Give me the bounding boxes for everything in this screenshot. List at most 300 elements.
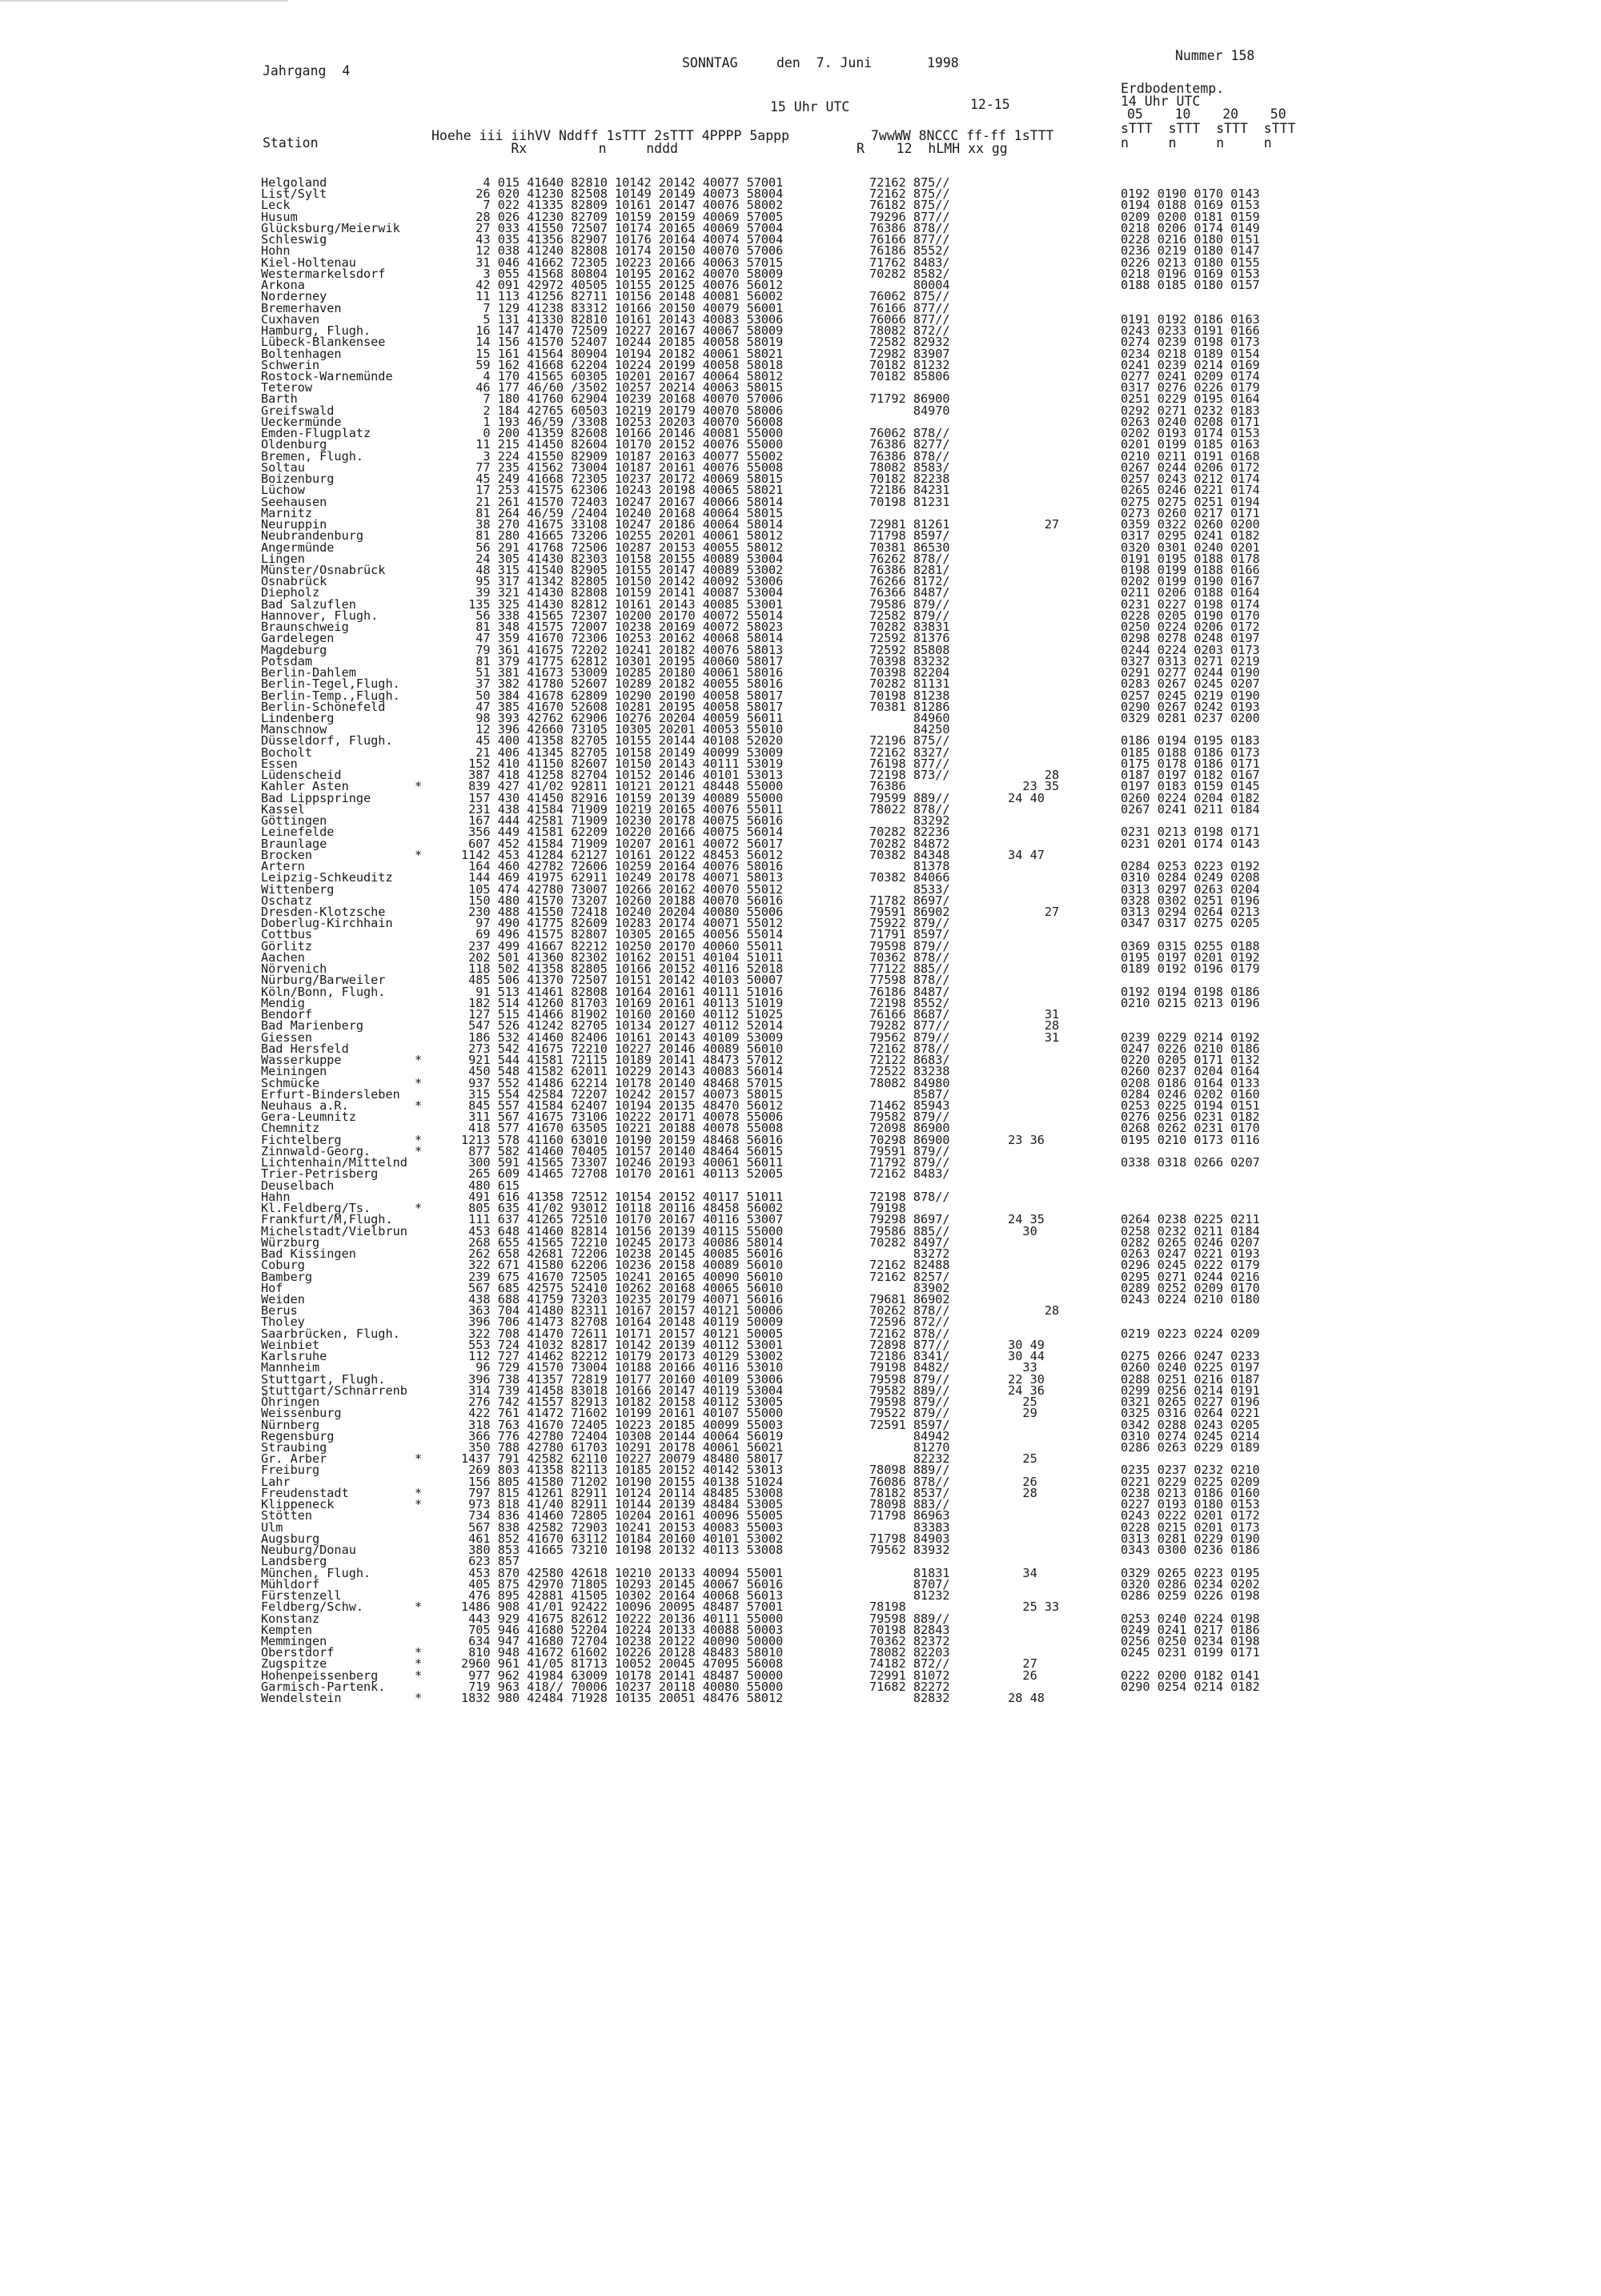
station-name: Hamburg, Flugh. xyxy=(261,323,371,339)
station-name: Norderney xyxy=(261,289,327,304)
wind-gust-values: 28 48 xyxy=(1001,1691,1045,1706)
synop-groups: 70362 878// xyxy=(869,949,950,965)
observation-values: 31 046 41662 72305 10223 20166 40063 57015 xyxy=(461,255,784,270)
observation-values: 239 675 41670 72505 10241 20165 40090 56010 xyxy=(461,1269,784,1284)
soil-temperatures: 0234 0218 0189 0154 xyxy=(1121,346,1260,361)
synop-groups: 72186 8341/ xyxy=(869,1349,950,1364)
synop-groups: 79586 885// xyxy=(869,1223,950,1238)
station-name: Berus xyxy=(261,1303,298,1319)
station-name: Zinnwald-Georg. xyxy=(261,1143,371,1158)
synop-groups: 70282 8497/ xyxy=(869,1234,950,1250)
observation-values: 356 449 41581 62209 10220 20166 40075 56014 xyxy=(461,825,784,840)
station-name: Westermarkelsdorf xyxy=(261,266,386,281)
soil-temperatures: 0202 0193 0174 0153 xyxy=(1121,426,1260,441)
synop-groups: 79591 86902 xyxy=(869,905,950,919)
synop-groups: 71762 8483/ xyxy=(869,255,950,270)
wind-gust-values: 23 36 xyxy=(1001,1132,1045,1147)
soil-temperatures: 0231 0227 0198 0174 xyxy=(1121,596,1260,612)
wind-gust-values: 27 xyxy=(1001,517,1060,532)
station-name: Helgoland xyxy=(261,175,327,190)
observation-values: 877 582 41460 70405 10157 20140 48464 56015 xyxy=(461,1143,784,1158)
station-name: Frankfurt/M,Flugh. xyxy=(261,1212,393,1227)
observation-values: 51 381 41673 53009 10285 20180 40061 58016 xyxy=(461,665,784,680)
station-name: Erfurt-Bindersleben xyxy=(261,1086,400,1102)
soil-temperatures: 0198 0199 0188 0166 xyxy=(1121,562,1260,577)
column-header-main-sub: Rx n nddd xyxy=(431,141,678,156)
synop-groups: 71792 879// xyxy=(869,1155,950,1170)
soil-temperatures: 0228 0205 0190 0170 xyxy=(1121,608,1260,623)
synop-groups: 72198 878// xyxy=(869,1189,950,1204)
station-name: Lindenberg xyxy=(261,711,335,726)
observation-values: 480 615 xyxy=(461,1178,520,1193)
station-name: Augsburg xyxy=(261,1531,320,1546)
soil-temperatures: 0210 0211 0191 0168 xyxy=(1121,448,1260,464)
synop-groups: 72122 8683/ xyxy=(869,1053,950,1068)
observation-values: 16 147 41470 72509 10227 20167 40067 58009 xyxy=(461,323,784,339)
synop-groups: 71462 85943 xyxy=(869,1098,950,1113)
soil-temperatures: 0286 0263 0229 0189 xyxy=(1121,1440,1260,1455)
observation-values: 37 382 41780 52607 10289 20182 40055 58016 xyxy=(461,676,784,692)
soil-temperatures: 0175 0178 0186 0171 xyxy=(1121,756,1260,771)
column-header-soil-sub: n n n n xyxy=(1121,135,1272,151)
soil-temperatures: 0290 0267 0242 0193 xyxy=(1121,699,1260,714)
synop-groups: 72186 84231 xyxy=(869,483,950,498)
synop-groups: 70398 83232 xyxy=(869,653,950,668)
observation-values: 105 474 42780 73007 10266 20162 40070 55012 xyxy=(461,881,784,897)
wind-gust-values: 24 36 xyxy=(1001,1383,1045,1398)
wind-gust-values: 25 xyxy=(1001,1395,1037,1410)
wind-gust-values: 31 xyxy=(1001,1007,1060,1022)
observation-values: 262 658 42681 72206 10238 20145 40085 56016 xyxy=(461,1246,784,1262)
wind-gust-values: 28 xyxy=(1001,768,1060,783)
soil-temperatures: 0219 0223 0224 0209 xyxy=(1121,1326,1260,1341)
station-name: Bad Kissingen xyxy=(261,1246,356,1262)
observation-values: 269 803 41358 82113 10185 20152 40142 53013 xyxy=(461,1463,784,1478)
observation-values: 50 384 41678 62809 10290 20190 40058 58017 xyxy=(461,688,784,703)
soil-temperatures: 0250 0224 0206 0172 xyxy=(1121,620,1260,635)
synop-groups: 76366 8487/ xyxy=(869,585,950,600)
synop-groups: 76066 877// xyxy=(869,311,950,327)
soil-temperatures: 0268 0262 0231 0170 xyxy=(1121,1121,1260,1136)
soil-temperatures: 0290 0254 0214 0182 xyxy=(1121,1679,1260,1694)
mountain-station-marker: * xyxy=(415,1201,423,1216)
soil-temperatures: 0231 0213 0198 0171 xyxy=(1121,825,1260,840)
station-name: Wittenberg xyxy=(261,881,335,897)
wind-gust-values: 28 xyxy=(1001,1018,1060,1034)
observation-values: 152 410 41150 82607 10150 20143 40111 53019 xyxy=(461,756,784,771)
synop-groups: 70198 82843 xyxy=(869,1622,950,1637)
synop-groups: 78082 84980 xyxy=(869,1075,950,1090)
synop-groups: 72098 86900 xyxy=(869,1121,950,1136)
observation-values: 547 526 41242 82705 10134 20127 40112 52014 xyxy=(461,1018,784,1034)
synop-groups: 8533/ xyxy=(869,881,950,897)
observation-values: 3 055 41568 80804 10195 20162 40070 58009 xyxy=(461,266,784,281)
synop-groups: 72591 8597/ xyxy=(869,1417,950,1432)
station-name: Weissenburg xyxy=(261,1406,342,1421)
observation-values: 111 637 41265 72510 10170 20167 40116 53007 xyxy=(461,1212,784,1227)
station-name: Göttingen xyxy=(261,813,327,829)
mountain-station-marker: * xyxy=(415,1075,423,1090)
station-name: Kl.Feldberg/Ts. xyxy=(261,1201,371,1216)
mountain-station-marker: * xyxy=(415,1497,423,1512)
soil-temperatures: 0185 0188 0186 0173 xyxy=(1121,745,1260,760)
station-name: Düsseldorf, Flugh. xyxy=(261,733,393,749)
station-name: Würzburg xyxy=(261,1234,320,1250)
station-name: Nörvenich xyxy=(261,961,327,977)
observation-values: 921 544 41581 72115 10189 20141 48473 57012 xyxy=(461,1053,784,1068)
station-name: Gardelegen xyxy=(261,631,335,646)
synop-groups: 76266 8172/ xyxy=(869,574,950,589)
observation-values: 7 129 41238 83312 10166 20150 40079 56001 xyxy=(461,300,784,315)
synop-groups: 70182 82238 xyxy=(869,472,950,487)
synop-groups: 72196 875// xyxy=(869,733,950,749)
observation-values: 265 609 41465 72708 10170 20161 40113 52005 xyxy=(461,1166,784,1182)
station-name: Freiburg xyxy=(261,1463,320,1478)
column-header-station: Station xyxy=(263,135,319,151)
soil-temperatures: 0275 0266 0247 0233 xyxy=(1121,1349,1260,1364)
soil-temperatures: 0210 0215 0213 0196 xyxy=(1121,995,1260,1010)
station-name: Hahn xyxy=(261,1189,291,1204)
observation-values: 5 131 41330 82810 10161 20143 40083 53006 xyxy=(461,311,784,327)
synop-groups: 72991 81072 xyxy=(869,1668,950,1683)
station-name: Seehausen xyxy=(261,494,327,509)
soil-temperatures: 0201 0199 0185 0163 xyxy=(1121,437,1260,452)
station-name: München, Flugh. xyxy=(261,1565,371,1580)
mountain-station-marker: * xyxy=(415,847,423,862)
date-label: den 7. Juni xyxy=(776,55,873,70)
observation-values: 623 857 xyxy=(461,1554,520,1569)
observation-values: 461 852 41670 63112 10184 20160 40101 53002 xyxy=(461,1531,784,1546)
soil-depths: 05 10 20 50 xyxy=(1127,106,1286,122)
station-name: Regensburg xyxy=(261,1428,335,1443)
observation-values: 314 739 41458 83018 10166 20147 40119 53004 xyxy=(461,1383,784,1398)
soil-temperatures: 0359 0322 0260 0200 xyxy=(1121,517,1260,532)
wind-gust-values: 27 xyxy=(1001,905,1060,919)
observation-values: 1437 791 42582 62110 10227 20079 48480 58017 xyxy=(461,1451,784,1467)
observation-values: 77 235 41562 73004 10187 20161 40076 55008 xyxy=(461,460,784,475)
synop-groups: 72592 81376 xyxy=(869,631,950,646)
observation-values: 96 729 41570 73004 10188 20166 40116 53010 xyxy=(461,1360,784,1375)
observation-values: 27 033 41550 72507 10174 20165 40069 57004 xyxy=(461,220,784,235)
column-header-synop: 7wwWW 8NCCC ff-ff 1sTTT xyxy=(871,128,1054,143)
station-name: Ueckermünde xyxy=(261,414,342,429)
station-name: Bremerhaven xyxy=(261,300,342,315)
station-name: Osnabrück xyxy=(261,574,327,589)
observation-values: 98 393 42762 62906 10276 20204 40059 56011 xyxy=(461,711,784,726)
station-name: Brocken xyxy=(261,847,313,862)
observation-values: 167 444 42581 71909 10230 20178 40075 56016 xyxy=(461,813,784,829)
observation-values: 164 460 42782 72606 10259 20164 40076 58016 xyxy=(461,859,784,874)
observation-values: 839 427 41/02 92811 10121 20121 48448 55000 xyxy=(461,779,784,794)
synop-groups: 83383 xyxy=(869,1519,950,1535)
time-span-label: 12-15 xyxy=(970,97,1010,112)
station-name: Soltau xyxy=(261,460,305,475)
synop-groups: 70362 82372 xyxy=(869,1634,950,1648)
observation-values: 46 177 46/60 /3502 10257 20214 40063 58015 xyxy=(461,380,784,395)
synop-groups: 81270 xyxy=(869,1440,950,1455)
soil-temperatures: 0209 0200 0181 0159 xyxy=(1121,209,1260,224)
observation-values: 491 616 41358 72512 10154 20152 40117 51011 xyxy=(461,1189,784,1204)
observation-values: 230 488 41550 72418 10240 20204 40080 55006 xyxy=(461,905,784,919)
mountain-station-marker: * xyxy=(415,1691,423,1706)
mountain-station-marker: * xyxy=(415,1132,423,1147)
soil-temperatures: 0211 0206 0188 0164 xyxy=(1121,585,1260,600)
station-name: Oldenburg xyxy=(261,437,327,452)
soil-temperatures: 0325 0316 0264 0221 xyxy=(1121,1406,1260,1421)
wind-gust-values: 24 35 xyxy=(1001,1212,1045,1227)
soil-temperatures: 0274 0239 0198 0173 xyxy=(1121,335,1260,350)
soil-temperatures: 0194 0188 0169 0153 xyxy=(1121,198,1260,213)
synop-groups: 72198 873// xyxy=(869,768,950,783)
station-name: Neuburg/Donau xyxy=(261,1543,356,1558)
soil-temp-title: Erdbodentemp. xyxy=(1121,81,1225,96)
soil-temperatures: 0298 0278 0248 0197 xyxy=(1121,631,1260,646)
observation-values: 453 870 42580 42618 10210 20133 40094 55001 xyxy=(461,1565,784,1580)
station-name: Teterow xyxy=(261,380,313,395)
soil-temperatures: 0227 0193 0180 0153 xyxy=(1121,1497,1260,1512)
synop-groups: 71782 8697/ xyxy=(869,893,950,908)
station-name: Schmücke xyxy=(261,1075,320,1090)
soil-temperatures: 0191 0195 0188 0178 xyxy=(1121,551,1260,566)
soil-temperatures: 0228 0215 0201 0173 xyxy=(1121,1519,1260,1535)
synop-groups: 79296 877// xyxy=(869,209,950,224)
soil-temperatures: 0258 0232 0211 0184 xyxy=(1121,1223,1260,1238)
soil-temperatures: 0320 0286 0234 0202 xyxy=(1121,1576,1260,1592)
synop-groups: 72898 877// xyxy=(869,1337,950,1352)
soil-temperatures: 0313 0297 0263 0204 xyxy=(1121,881,1260,897)
station-name: Landsberg xyxy=(261,1554,327,1569)
soil-temperatures: 0343 0300 0236 0186 xyxy=(1121,1543,1260,1558)
observation-values: 118 502 41358 82805 10166 20152 40116 52018 xyxy=(461,961,784,977)
station-name: Cottbus xyxy=(261,927,313,942)
soil-temperatures: 0299 0256 0214 0191 xyxy=(1121,1383,1260,1398)
soil-temperatures: 0260 0237 0204 0164 xyxy=(1121,1064,1260,1079)
station-name: Mannheim xyxy=(261,1360,320,1375)
station-name: Oberstdorf xyxy=(261,1645,335,1660)
soil-temperatures: 0277 0241 0209 0174 xyxy=(1121,368,1260,383)
station-name: Meiningen xyxy=(261,1064,327,1079)
observation-values: 28 026 41230 82709 10159 20159 40069 57005 xyxy=(461,209,784,224)
observation-values: 567 838 42582 72903 10241 20153 40083 55003 xyxy=(461,1519,784,1535)
station-name: Wasserkuppe xyxy=(261,1053,342,1068)
wind-gust-values: 30 44 xyxy=(1001,1349,1045,1364)
synop-groups: 79591 879// xyxy=(869,1143,950,1158)
synop-groups: 72522 83238 xyxy=(869,1064,950,1079)
observation-values: 973 818 41/40 82911 10144 20139 48484 53005 xyxy=(461,1497,784,1512)
synop-groups: 72162 875// xyxy=(869,187,950,202)
station-name: Michelstadt/Vielbrun xyxy=(261,1223,407,1238)
soil-temperatures: 0253 0225 0194 0151 xyxy=(1121,1098,1260,1113)
mountain-station-marker: * xyxy=(415,1668,423,1683)
soil-temperatures: 0320 0301 0240 0201 xyxy=(1121,540,1260,555)
station-name: Schwerin xyxy=(261,357,320,372)
synop-groups: 76186 8487/ xyxy=(869,984,950,999)
station-name: Gr. Arber xyxy=(261,1451,327,1467)
observation-values: 7 180 41760 62904 10239 20168 40070 57006 xyxy=(461,391,784,407)
soil-temperatures: 0226 0213 0180 0155 xyxy=(1121,255,1260,270)
synop-groups: 72162 8327/ xyxy=(869,745,950,760)
wind-gust-values: 31 xyxy=(1001,1030,1060,1045)
synop-groups: 70381 86530 xyxy=(869,540,950,555)
observation-values: 2960 961 41/05 81713 10052 20045 47095 56008 xyxy=(461,1656,784,1672)
soil-temperatures: 0273 0260 0217 0171 xyxy=(1121,505,1260,520)
synop-groups: 79582 889// xyxy=(869,1383,950,1398)
station-name: Berlin-Tegel,Flugh. xyxy=(261,676,400,692)
synop-groups: 83292 xyxy=(869,813,950,829)
synop-groups: 84960 xyxy=(869,711,950,726)
observation-values: 45 249 41668 72305 10237 20172 40069 58015 xyxy=(461,472,784,487)
column-header-main: Hoehe iii iihVV Nddff 1sTTT 2sTTT 4PPPP 5appp xyxy=(431,128,790,143)
station-name: Kiel-Holtenau xyxy=(261,255,356,270)
station-name: Lahr xyxy=(261,1474,291,1489)
observation-values: 350 788 42780 61703 10291 20178 40061 56021 xyxy=(461,1440,784,1455)
wind-gust-values: 22 30 xyxy=(1001,1371,1045,1387)
soil-temperatures: 0328 0302 0251 0196 xyxy=(1121,893,1260,908)
synop-groups: 70282 81131 xyxy=(869,676,950,692)
synop-groups: 76386 878// xyxy=(869,448,950,464)
synop-groups: 79198 8482/ xyxy=(869,1360,950,1375)
station-name: Lüchow xyxy=(261,483,305,498)
station-name: Stötten xyxy=(261,1508,313,1523)
soil-temperatures: 0197 0183 0159 0145 xyxy=(1121,779,1260,794)
observation-values: 56 291 41768 72506 10287 20153 40055 58012 xyxy=(461,540,784,555)
soil-temperatures: 0260 0224 0204 0182 xyxy=(1121,790,1260,805)
station-name: Bocholt xyxy=(261,745,313,760)
wind-gust-values: 30 49 xyxy=(1001,1337,1045,1352)
soil-temperatures: 0247 0226 0210 0186 xyxy=(1121,1041,1260,1056)
station-name: Neuruppin xyxy=(261,517,327,532)
synop-groups: 84970 xyxy=(869,403,950,418)
station-name: Klippeneck xyxy=(261,1497,335,1512)
soil-temperatures: 0195 0210 0173 0116 xyxy=(1121,1132,1260,1147)
station-name: Neuhaus a.R. xyxy=(261,1098,349,1113)
soil-temperatures: 0243 0233 0191 0166 xyxy=(1121,323,1260,339)
observation-values: 144 469 41975 62911 10249 20178 40071 58013 xyxy=(461,870,784,885)
observation-values: 39 321 41430 82808 10159 20141 40087 53004 xyxy=(461,585,784,600)
station-name: Husum xyxy=(261,209,298,224)
wind-gust-values: 33 xyxy=(1001,1360,1037,1375)
station-name: Leinefelde xyxy=(261,825,335,840)
soil-temperatures: 0253 0240 0224 0198 xyxy=(1121,1611,1260,1626)
soil-temperatures: 0275 0275 0251 0194 xyxy=(1121,494,1260,509)
station-name: Bendorf xyxy=(261,1007,313,1022)
station-name: Trier-Petrisberg xyxy=(261,1166,379,1182)
synop-groups: 70198 81238 xyxy=(869,688,950,703)
soil-temperatures: 0235 0237 0232 0210 xyxy=(1121,1463,1260,1478)
soil-temperatures: 0256 0250 0234 0198 xyxy=(1121,1634,1260,1648)
observation-values: 42 091 42972 40505 10155 20125 40076 56012 xyxy=(461,278,784,293)
synop-groups: 78098 889// xyxy=(869,1463,950,1478)
station-name: Münster/Osnabrück xyxy=(261,562,386,577)
observation-values: 405 875 42970 71805 10293 20145 40067 56016 xyxy=(461,1576,784,1592)
observation-values: 719 963 418// 70006 10237 20118 40080 55000 xyxy=(461,1679,784,1694)
observation-values: 135 325 41430 82812 10161 20143 40085 53001 xyxy=(461,596,784,612)
synop-groups: 76386 878// xyxy=(869,220,950,235)
synop-groups: 72982 83907 xyxy=(869,346,950,361)
soil-temperatures: 0310 0274 0245 0214 xyxy=(1121,1428,1260,1443)
wind-gust-values: 28 xyxy=(1001,1485,1037,1500)
observation-values: 322 671 41580 62206 10236 20158 40089 56010 xyxy=(461,1258,784,1273)
observation-values: 56 338 41565 72307 10200 20170 40072 55014 xyxy=(461,608,784,623)
soil-temperatures: 0241 0239 0214 0169 xyxy=(1121,357,1260,372)
synop-groups: 79586 879// xyxy=(869,596,950,612)
synop-groups: 79298 8697/ xyxy=(869,1212,950,1227)
observation-values: 797 815 41261 82911 10124 20114 48485 53008 xyxy=(461,1485,784,1500)
station-name: Köln/Bonn, Flugh. xyxy=(261,984,386,999)
observation-values: 26 020 41230 82508 10149 20149 40073 58004 xyxy=(461,187,784,202)
wind-gust-values: 30 xyxy=(1001,1223,1037,1238)
soil-temperatures: 0313 0294 0264 0213 xyxy=(1121,905,1260,919)
soil-temperatures: 0218 0206 0174 0149 xyxy=(1121,220,1260,235)
mountain-station-marker: * xyxy=(415,1600,423,1615)
station-name: Bad Lippspringe xyxy=(261,790,371,805)
issue-number: Nummer 158 xyxy=(1175,48,1255,63)
station-name: Doberlug-Kirchhain xyxy=(261,916,393,931)
mountain-station-marker: * xyxy=(415,1053,423,1068)
observation-values: 112 727 41462 82212 10179 20173 40129 53002 xyxy=(461,1349,784,1364)
synop-groups: 76062 878// xyxy=(869,426,950,441)
synop-groups: 71798 84903 xyxy=(869,1531,950,1546)
synop-groups: 72162 8257/ xyxy=(869,1269,950,1284)
soil-temperatures: 0313 0281 0229 0190 xyxy=(1121,1531,1260,1546)
synop-groups: 76386 8277/ xyxy=(869,437,950,452)
wind-gust-values: 34 xyxy=(1001,1565,1037,1580)
mountain-station-marker: * xyxy=(415,1143,423,1158)
soil-temperatures: 0327 0313 0271 0219 xyxy=(1121,653,1260,668)
station-name: Braunlage xyxy=(261,836,327,851)
observation-values: 12 038 41240 82808 10174 20150 40070 57006 xyxy=(461,243,784,259)
station-name: Mühldorf xyxy=(261,1576,320,1592)
synop-groups: 76182 875// xyxy=(869,198,950,213)
observation-values: 91 513 41461 82808 10164 20161 40111 51016 xyxy=(461,984,784,999)
wind-gust-values: 25 33 xyxy=(1001,1600,1060,1615)
soil-temperatures: 0267 0241 0211 0184 xyxy=(1121,801,1260,817)
observation-values: 476 895 42881 41505 10302 20164 40068 56013 xyxy=(461,1588,784,1604)
synop-groups: 72162 875// xyxy=(869,175,950,190)
mountain-station-marker: * xyxy=(415,1656,423,1672)
station-name: Arkona xyxy=(261,278,305,293)
station-name: Boltenhagen xyxy=(261,346,342,361)
soil-temperatures: 0292 0271 0232 0183 xyxy=(1121,403,1260,418)
soil-temperatures: 0186 0194 0195 0183 xyxy=(1121,733,1260,749)
station-name: Oschatz xyxy=(261,893,313,908)
station-name: Emden-Flugplatz xyxy=(261,426,371,441)
observation-values: 1832 980 42484 71928 10135 20051 48476 58012 xyxy=(461,1691,784,1706)
soil-temperatures: 0228 0216 0180 0151 xyxy=(1121,232,1260,247)
synop-groups: 79598 889// xyxy=(869,1611,950,1626)
soil-temperatures: 0282 0265 0246 0207 xyxy=(1121,1234,1260,1250)
station-name: Marnitz xyxy=(261,505,313,520)
wind-gust-values: 25 xyxy=(1001,1451,1037,1467)
observation-values: 485 506 41370 72507 10151 20142 40103 50007 xyxy=(461,973,784,988)
observation-values: 810 948 41672 61602 10226 20128 48483 58010 xyxy=(461,1645,784,1660)
observation-values: 366 776 42780 72404 10308 20144 40064 56019 xyxy=(461,1428,784,1443)
station-name: Essen xyxy=(261,756,298,771)
station-name: Nürnberg xyxy=(261,1417,320,1432)
station-name: Hohn xyxy=(261,243,291,259)
observation-values: 396 706 41473 82708 10164 20148 40119 50009 xyxy=(461,1315,784,1330)
station-name: Fürstenzell xyxy=(261,1588,342,1604)
observation-values: 4 015 41640 82810 10142 20142 40077 57001 xyxy=(461,175,784,190)
synop-groups: 71682 82272 xyxy=(869,1679,950,1694)
observation-values: 157 430 41450 82916 10159 20139 40089 55000 xyxy=(461,790,784,805)
observation-values: 14 156 41570 52407 10244 20185 40058 58019 xyxy=(461,335,784,350)
synop-groups: 79599 889// xyxy=(869,790,950,805)
synop-groups: 70198 81231 xyxy=(869,494,950,509)
station-name: Bad Hersfeld xyxy=(261,1041,349,1056)
wind-gust-values: 27 xyxy=(1001,1656,1037,1672)
observation-values: 805 635 41/02 93012 10118 20116 48458 56002 xyxy=(461,1201,784,1216)
